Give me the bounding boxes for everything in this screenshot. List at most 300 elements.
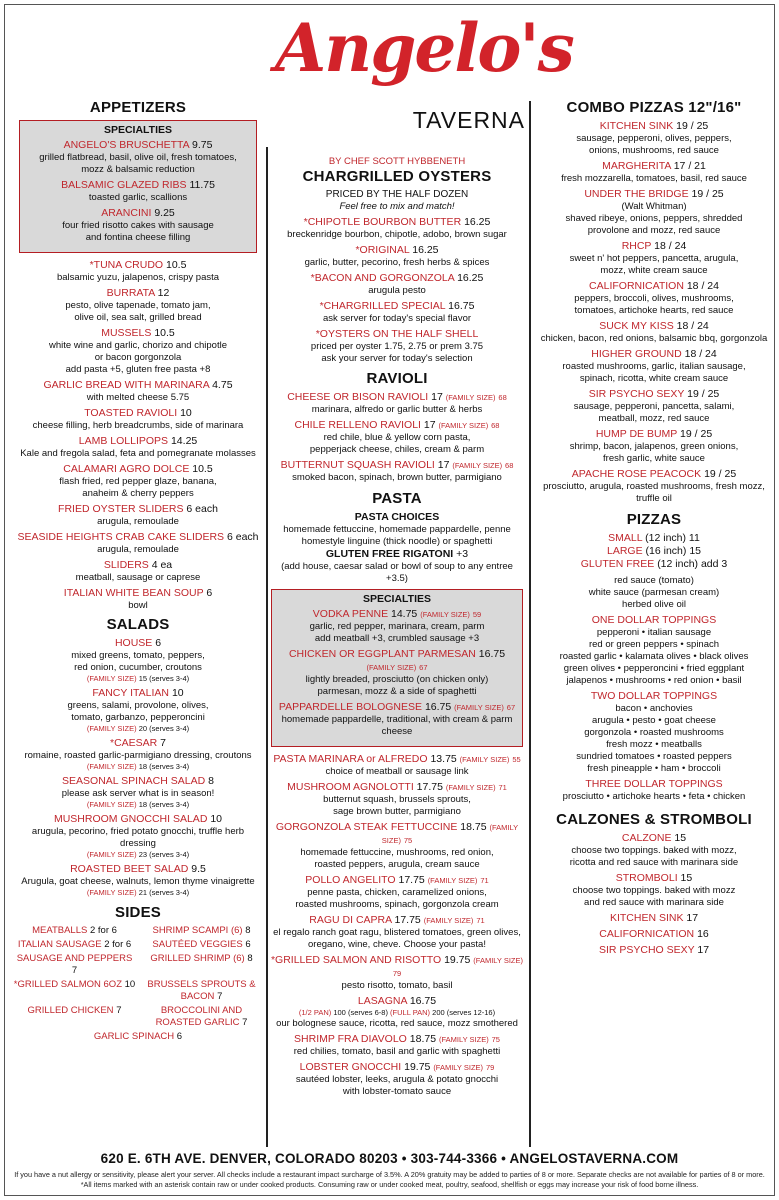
menu-item (13, 775, 263, 810)
gluten-free-price: +3 (456, 548, 469, 560)
item-description: (Walt Whitman) (621, 201, 687, 212)
item-name-line (269, 419, 525, 432)
item-name-line (13, 435, 263, 448)
item-price: 9.25 (154, 207, 175, 219)
menu-item (537, 348, 771, 385)
item-name: *CHIPOTLE BOURBON BUTTER (303, 216, 462, 228)
menu-item (537, 832, 771, 869)
menu-item (537, 872, 771, 909)
pasta-choice-1: homemade fettuccine, homemade pappardelle, penne (283, 524, 511, 535)
ravioli-list (269, 391, 525, 484)
family-size-price: 71 (498, 783, 507, 792)
item-name-line (269, 874, 525, 887)
item-description: lightly breaded, prosciutto (on chicken only) (305, 674, 489, 685)
divider-right (529, 101, 531, 1147)
item-price: 19 / 25 (680, 428, 713, 440)
family-size-line (13, 800, 263, 810)
menu-item (24, 139, 252, 176)
menu-item (537, 320, 771, 345)
item-description: sage brown butter, parmigiano (333, 806, 461, 817)
family-size-label: (FAMILY SIZE) (445, 393, 496, 402)
family-size-label: (FAMILY SIZE) (423, 916, 474, 925)
item-name: GARLIC BREAD WITH MARINARA (43, 379, 210, 391)
menu-item (269, 300, 525, 325)
menu-item (269, 954, 525, 992)
item-description: and fontina cheese filling (85, 232, 191, 243)
pizza-size (537, 532, 771, 545)
item-name: CALZONE (621, 832, 672, 844)
item-description: shrimp, bacon, jalapenos, green onions, (569, 441, 739, 452)
oyster-list (269, 216, 525, 365)
item-name: FANCY ITALIAN (92, 687, 170, 699)
side-price: 6 (245, 939, 251, 950)
menu-item (269, 914, 525, 951)
family-size-label: (FAMILY SIZE) (459, 755, 510, 764)
item-name: CALIFORNICATION (589, 280, 684, 292)
pasta-choice-2: homestyle linguine (thick noodle) or spaghetti (301, 536, 493, 547)
item-description: arugula, remoulade (97, 516, 179, 527)
item-name-line (537, 928, 771, 941)
sides-heading: SIDES (114, 904, 161, 921)
pizza-size-name: SMALL (608, 532, 643, 544)
item-name: MUSSELS (101, 327, 152, 339)
item-name-line (269, 328, 525, 341)
calzone-list (537, 832, 771, 957)
menu-item (537, 280, 771, 317)
item-description: homemade fettuccine, mushrooms, red onion, (300, 847, 494, 858)
menu-item (537, 188, 771, 237)
side-name: GRILLED SHRIMP (6) (150, 953, 245, 964)
item-description: choose two toppings. baked with mozz (572, 885, 736, 896)
pasta-specials-box (271, 589, 523, 747)
item-name-line (537, 240, 771, 253)
item-description: arugula pesto (368, 285, 426, 296)
side-price: 8 (245, 925, 251, 936)
item-name-line (269, 244, 525, 257)
item-name: VODKA PENNE (312, 608, 389, 620)
item-description: flash fried, red pepper glaze, banana, (59, 476, 217, 487)
family-size-price: 75 (491, 1035, 500, 1044)
item-price: 14.25 (170, 435, 198, 447)
item-description: butternut squash, brussels sprouts, (323, 794, 471, 805)
item-price: 14.75 (391, 608, 418, 620)
item-price: 18 / 24 (686, 280, 719, 292)
item-description: meatball, sausage or caprese (75, 572, 201, 583)
topping-line: arugula • pesto • goat cheese (592, 715, 716, 726)
item-price: 6 (155, 637, 162, 649)
item-description: red onion, cucumber, croutons (74, 662, 202, 673)
item-name-line (24, 207, 252, 220)
family-size-label: (FAMILY SIZE) (86, 762, 137, 771)
item-name-line (24, 139, 252, 152)
item-price: 17 (423, 419, 436, 431)
item-name: SLIDERS (103, 559, 149, 571)
item-description: mixed greens, tomato, peppers, (71, 650, 205, 661)
item-name-line (537, 428, 771, 441)
side-price: 7 (116, 1005, 122, 1016)
item-price: 16.75 (448, 300, 475, 312)
pizza-size (537, 545, 771, 558)
menu-item (269, 781, 525, 818)
menu-item (269, 995, 525, 1030)
family-size-price: 75 (403, 836, 413, 845)
one-dollar-toppings (537, 627, 771, 687)
item-description: our bolognese sauce, ricotta, red sauce, mozz smothered (276, 1018, 518, 1029)
item-name: HUMP DE BUMP (595, 428, 678, 440)
family-size-label: (FAMILY SIZE) (427, 876, 478, 885)
three-dollar-toppings (537, 791, 771, 803)
item-name-line (269, 1061, 525, 1074)
menu-item (13, 435, 263, 460)
topping-line: jalapenos • mushrooms • red onion • basil (566, 675, 742, 686)
item-price: 9.75 (192, 139, 213, 151)
item-price: 17.75 (394, 914, 421, 926)
menu-item (13, 379, 263, 404)
item-description: homemade pappardelle, traditional, with cream & parm cheese (281, 714, 513, 737)
item-name-line (13, 463, 263, 476)
item-price: 18 / 24 (676, 320, 709, 332)
item-name: *CHARGRILLED SPECIAL (319, 300, 446, 312)
side-price: 2 for 6 (104, 939, 132, 950)
item-description: roasted peppers, arugula, cream sauce (314, 859, 480, 870)
side-item (140, 953, 263, 977)
item-name-line (13, 813, 263, 826)
item-description: pesto, olive tapenade, tomato jam, (65, 300, 211, 311)
side-item (140, 939, 263, 951)
item-description: with melted cheese 5.75 (86, 392, 190, 403)
family-size-price: 71 (480, 876, 489, 885)
menu-item (269, 391, 525, 416)
menu-item (24, 207, 252, 244)
item-name-line (269, 216, 525, 229)
item-description: anaheim & cherry peppers (82, 488, 194, 499)
specials-title: SPECIALTIES (103, 124, 173, 136)
item-description: grilled flatbread, basil, olive oil, fresh tomatoes, (39, 152, 237, 163)
topping-line: fresh mozz • meatballs (606, 739, 702, 750)
pizza-size-note: (12 inch) (645, 532, 686, 544)
family-size-line (13, 888, 263, 898)
item-price: 19 / 25 (704, 468, 737, 480)
item-name-line (13, 407, 263, 420)
item-price: 6 each (226, 531, 259, 543)
topping-line: green olives • pepperoncini • fried eggplant (563, 663, 745, 674)
item-name: CHICKEN OR EGGPLANT PARMESAN (288, 648, 476, 660)
item-name-line (276, 608, 518, 621)
item-price: 17.75 (416, 781, 443, 793)
item-price: 6 each (186, 503, 218, 515)
item-description: provolone and mozz, red sauce (587, 225, 721, 236)
allergy-note: If you have a nut allergy or sensitivity, please alert your server. All checks include a restaurant impact surcharge of 3.5%. A 20% gratuity may be added to parties of 8 or more. Separate checks are not available for parties of 8 or more. (14, 1170, 765, 1179)
item-price: 17 (686, 912, 699, 924)
family-size-label: (FAMILY SIZE) (454, 703, 504, 712)
item-price: 17 (431, 391, 443, 403)
side-name: ITALIAN SAUSAGE (17, 939, 102, 950)
item-description: four fried risotto cakes with sausage (62, 220, 214, 231)
item-name-line (537, 832, 771, 845)
menu-item (537, 160, 771, 185)
item-price: 11.75 (189, 179, 215, 191)
family-size-label: (FAMILY SIZE) (86, 674, 137, 683)
item-name: CALIFORNICATION (599, 928, 695, 940)
menu-item (537, 388, 771, 425)
appetizers-heading: APPETIZERS (89, 99, 187, 116)
two-dollar-toppings (537, 703, 771, 775)
item-name-line (13, 287, 263, 300)
item-price: 16.25 (464, 216, 491, 228)
item-name: POLLO ANGELITO (305, 874, 396, 886)
sides-list (13, 925, 263, 1043)
item-name-line (13, 531, 263, 544)
item-price: 17 / 21 (673, 160, 706, 172)
item-description: mozz & balsamic reduction (81, 164, 195, 175)
pizza-size-note: (12 inch) (657, 558, 699, 570)
side-item (13, 939, 136, 951)
item-name: CHILE RELLENO RAVIOLI (294, 419, 421, 431)
item-description: white wine and garlic, chorizo and chipotle (49, 340, 227, 351)
item-price: 7 (160, 737, 167, 749)
item-name: MUSHROOM AGNOLOTTI (287, 781, 414, 793)
appetizer-list (13, 259, 263, 612)
menu-item (13, 587, 263, 612)
menu-item (537, 912, 771, 925)
pan-sizes (269, 1008, 525, 1018)
menu-item (24, 179, 252, 204)
item-name-line (269, 272, 525, 285)
item-description: ask server for today's special flavor (322, 313, 472, 324)
item-description: peppers, broccoli, olives, mushrooms, (574, 293, 734, 304)
item-description: with lobster-tomato sauce (342, 1086, 452, 1097)
family-size-label: (FAMILY SIZE) (445, 783, 496, 792)
item-name-line (537, 120, 771, 133)
menu-item (13, 463, 263, 500)
pasta-list (269, 753, 525, 1098)
menu-item (269, 821, 525, 871)
side-item (13, 979, 136, 1003)
item-description: red chile, blue & yellow corn pasta, (323, 432, 471, 443)
item-description: red chilies, tomato, basil and garlic with spaghetti (293, 1046, 501, 1057)
logo-taverna: TAVERNA (412, 107, 525, 133)
salad-list (13, 637, 263, 898)
menu-item (13, 687, 263, 734)
item-description: marinara, alfredo or garlic butter & herbs (311, 404, 483, 415)
pizza-size-price: 15 (689, 545, 701, 557)
item-name-line (269, 781, 525, 794)
item-price: 16.75 (478, 648, 506, 660)
side-name: SAUTÉED VEGGIES (152, 939, 243, 950)
item-name: SUCK MY KISS (599, 320, 674, 332)
item-name-line (537, 188, 771, 201)
item-description: tomatoes, artichoke hearts, red sauce (574, 305, 734, 316)
half-pan-price: 100 (serves 6-8) (333, 1008, 388, 1017)
item-description: olive oil, sea salt, grilled bread (74, 312, 202, 323)
item-name-line (276, 648, 518, 674)
item-description: fresh garlic, white sauce (603, 453, 705, 464)
item-name: LAMB LOLLIPOPS (78, 435, 169, 447)
side-name: MEATBALLS (32, 925, 88, 936)
item-name: ITALIAN WHITE BEAN SOUP (63, 587, 204, 599)
item-name: PASTA MARINARA or ALFREDO (273, 753, 428, 765)
two-dollar-title: TWO DOLLAR TOPPINGS (590, 690, 718, 702)
item-name-line (537, 388, 771, 401)
family-size-label: (FAMILY SIZE) (86, 724, 137, 733)
item-name-line (269, 995, 525, 1008)
side-item (13, 1005, 136, 1029)
item-description: romaine, roasted garlic-parmigiano dressing, croutons (24, 750, 252, 761)
family-size-label: (FAMILY SIZE) (438, 421, 489, 430)
item-price: 13.75 (430, 753, 457, 765)
item-description: garlic, butter, pecorino, fresh herbs & spices (304, 257, 490, 268)
menu-page (4, 4, 775, 1196)
family-size-label: (FAMILY SIZE) (473, 956, 524, 965)
item-price: 19 / 25 (676, 120, 709, 132)
pizza-size-name: LARGE (607, 545, 643, 557)
side-price: 2 for 6 (89, 925, 117, 936)
sauce-option: white sauce (parmesan cream) (588, 587, 720, 598)
item-price: 9.5 (191, 863, 206, 875)
menu-item (13, 287, 263, 324)
family-size-price: 68 (491, 421, 500, 430)
item-description: ask your server for today's selection (321, 353, 473, 364)
item-description: spinach, ricotta, white cream sauce (579, 373, 729, 384)
menu-item (13, 637, 263, 684)
item-description: prosciutto, arugula, roasted mushrooms, fresh mozz, truffle oil (543, 481, 765, 504)
item-description: penne pasta, chicken, caramelized onions, (307, 887, 487, 898)
item-description: sausage, pepperoni, olives, peppers, (576, 133, 732, 144)
item-price: 17 (437, 459, 450, 471)
family-size-label: (FAMILY SIZE) (420, 610, 470, 619)
side-item (13, 1031, 263, 1043)
menu-item (269, 753, 525, 778)
gluten-free-line (269, 548, 525, 561)
side-name: BRUSSELS SPROUTS & BACON (147, 979, 256, 1002)
family-size-price: 59 (472, 610, 482, 619)
item-description: bowl (128, 600, 148, 611)
item-name-line (269, 391, 525, 404)
item-name-line (269, 1033, 525, 1046)
item-description: Arugula, goat cheese, walnuts, lemon thyme vinaigrette (21, 876, 255, 887)
item-description: priced per oyster 1.75, 2.75 or prem 3.75 (310, 341, 484, 352)
menu-item (13, 531, 263, 556)
side-item (13, 953, 136, 977)
item-name: GORGONZOLA STEAK FETTUCCINE (275, 821, 458, 833)
item-description: mozz, white cream sauce (600, 265, 708, 276)
side-item (13, 925, 136, 937)
item-name: TOASTED RAVIOLI (84, 407, 178, 419)
item-name-line (269, 753, 525, 766)
item-name: *CAESAR (109, 737, 158, 749)
item-name: FRIED OYSTER SLIDERS (58, 503, 184, 515)
item-name: STROMBOLI (615, 872, 678, 884)
item-name: RHCP (621, 240, 652, 252)
item-name: LOBSTER GNOCCHI (299, 1061, 402, 1073)
family-size-line (13, 724, 263, 734)
family-size-price: 18 (serves 3-4) (138, 762, 190, 771)
right-column (537, 99, 771, 960)
item-description: arugula, pecorino, fried potato gnocchi, truffle herb dressing (31, 826, 245, 849)
item-name-line (13, 775, 263, 788)
item-price: 10 (180, 407, 192, 419)
item-description: add meatball +3, crumbled sausage +3 (314, 633, 480, 644)
item-name-line (13, 379, 263, 392)
full-pan-price: 200 (serves 12-16) (432, 1008, 496, 1017)
gluten-free-title: GLUTEN FREE RIGATONI (325, 548, 454, 560)
item-name-line (269, 459, 525, 472)
item-description: meatball, mozz, red sauce (598, 413, 710, 424)
family-size-price: 23 (serves 3-4) (138, 850, 190, 859)
ravioli-heading: RAVIOLI (366, 370, 428, 387)
logo (275, 9, 573, 145)
item-name-line (537, 320, 771, 333)
oysters-heading: CHARGRILLED OYSTERS (302, 168, 492, 185)
side-price: 7 (217, 991, 223, 1002)
pizza-size-note: (16 inch) (645, 545, 687, 557)
item-price: 8 (208, 775, 214, 787)
item-name-line (13, 503, 263, 516)
family-size-price: 18 (serves 3-4) (138, 800, 190, 809)
item-name-line (24, 179, 252, 192)
pizzas-heading: PIZZAS (626, 511, 682, 528)
side-name: SHRIMP SCAMPI (6) (152, 925, 243, 936)
item-name-line (269, 914, 525, 927)
item-name: SEASIDE HEIGHTS CRAB CAKE SLIDERS (17, 531, 225, 543)
item-name: ARANCINI (101, 207, 152, 219)
menu-item (13, 503, 263, 528)
topping-line: red or green peppers • spinach (588, 639, 720, 650)
item-description: fresh mozzarella, tomatoes, basil, red sauce (561, 173, 747, 184)
item-name: KITCHEN SINK (599, 120, 674, 132)
item-price: 16.75 (424, 701, 452, 713)
item-price: 4 ea (151, 559, 173, 571)
menu-item (269, 244, 525, 269)
menu-item (537, 120, 771, 157)
item-name: *TUNA CRUDO (89, 259, 164, 271)
family-size-label: (FAMILY SIZE) (86, 850, 137, 859)
item-name-line (13, 863, 263, 876)
item-description: garlic, red pepper, marinara, cream, parm (309, 621, 485, 632)
menu-item (13, 259, 263, 284)
family-size-price: 15 (serves 3-4) (138, 674, 190, 683)
item-description: breckenridge bourbon, chipotle, adobo, brown sugar (287, 229, 507, 240)
family-size-price: 55 (512, 755, 521, 764)
side-price: 10 (124, 979, 136, 990)
side-name: BROCCOLINI AND ROASTED GARLIC (155, 1005, 243, 1028)
raw-food-note: *All items marked with an asterisk contain raw or under cooked products. Consuming raw or under cooked meat, poultry, seafood, shellfish or eggs may increase your risk of food borne illness. (80, 1180, 699, 1189)
menu-item (269, 216, 525, 241)
sauce-option: red sauce (tomato) (614, 575, 694, 586)
menu-item (13, 813, 263, 860)
topping-line: fresh pineapple • ham • broccoli (587, 763, 721, 774)
half-pan-label: (1/2 PAN) (298, 1008, 332, 1017)
menu-item (269, 1061, 525, 1098)
item-name: KITCHEN SINK (609, 912, 684, 924)
sauce-option: herbed olive oil (622, 599, 686, 610)
item-description: smoked bacon, spinach, brown butter, parmigiano (292, 472, 502, 483)
item-description: chicken, bacon, red onions, balsamic bbq, gorgonzola (540, 333, 768, 344)
three-dollar-title: THREE DOLLAR TOPPINGS (585, 778, 723, 790)
item-name: CALAMARI AGRO DOLCE (63, 463, 190, 475)
item-name: BURRATA (106, 287, 155, 299)
address-line: 620 E. 6TH AVE. DENVER, COLORADO 80203 • 303-744-3366 • ANGELOSTAVERNA.COM (100, 1151, 679, 1166)
menu-item (276, 701, 518, 738)
item-name: CHEESE OR BISON RAVIOLI (287, 391, 429, 403)
item-price: 10.5 (154, 327, 175, 339)
item-name-line (13, 637, 263, 650)
item-price: 4.75 (212, 379, 233, 391)
item-price: 16.25 (412, 244, 439, 256)
item-price: 16 (697, 928, 709, 940)
topping-line: bacon • anchovies (615, 703, 693, 714)
family-size-price: 71 (476, 916, 485, 925)
